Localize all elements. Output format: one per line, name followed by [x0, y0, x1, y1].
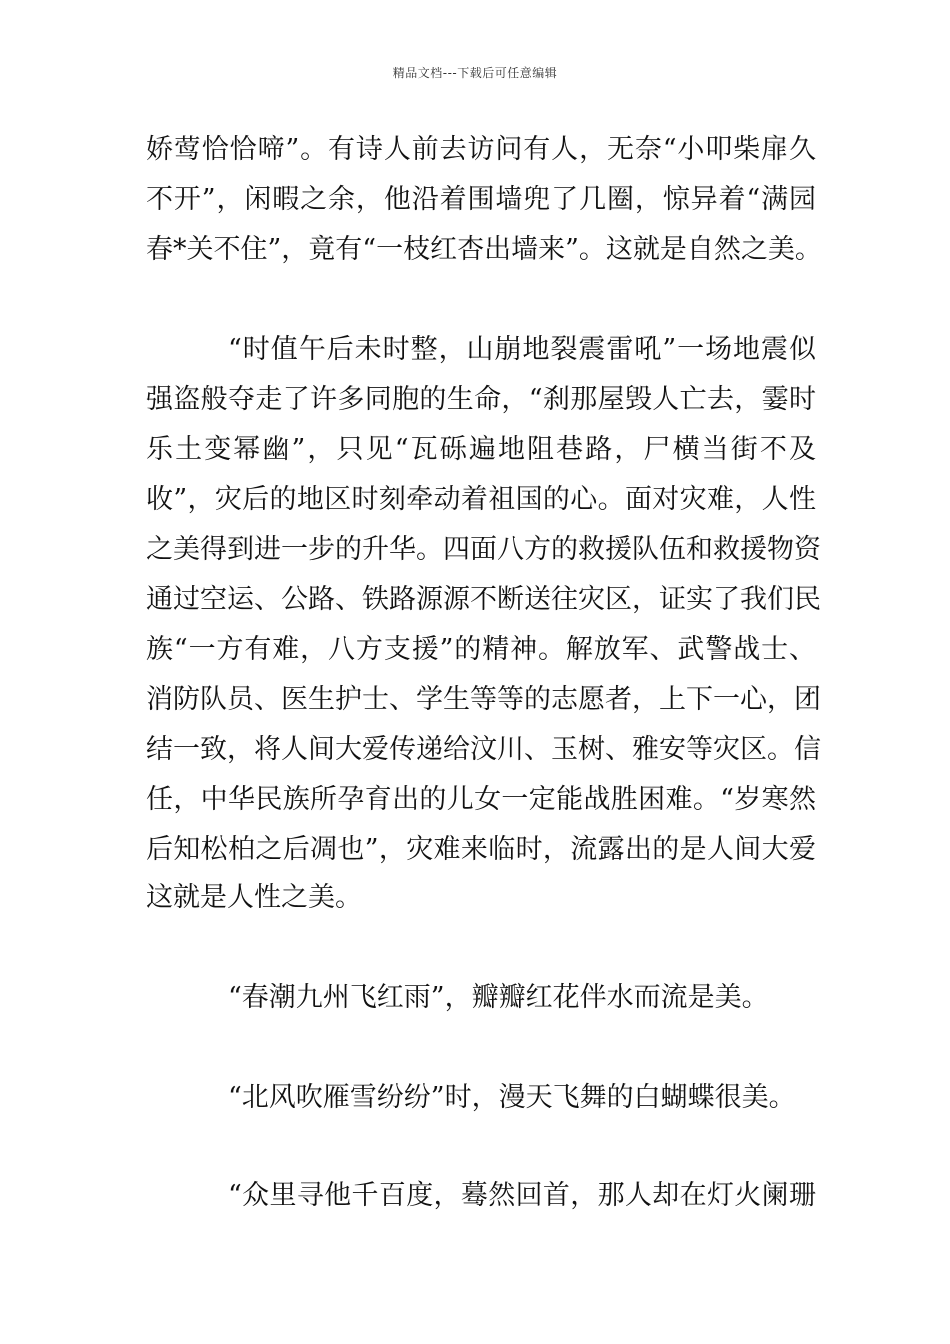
- paragraph-2-line-4: 收”，灾后的地区时刻牵动着祖国的心。面对灾难，人性: [146, 484, 816, 515]
- paragraph-4-line-1: “北风吹雁雪纷纷”时，漫天飞舞的白蝴蝶很美。: [228, 1082, 796, 1113]
- paragraph-1-line-2: 不开”，闲暇之余，他沿着围墙兜了几圈，惊异着“满园: [146, 184, 816, 215]
- paragraph-2-line-5: 之美得到进一步的升华。四面八方的救援队伍和救援物资: [146, 534, 821, 565]
- paragraph-5-line-1: “众里寻他千百度，蓦然回首，那人却在灯火阑珊: [228, 1180, 816, 1211]
- paragraph-2-line-2: 强盗般夺走了许多同胞的生命，“刹那屋毁人亡去，霎时: [146, 384, 816, 415]
- paragraph-1-line-3: 春*关不住”，竟有“一枝红杏出墙来”。这就是自然之美。: [146, 234, 822, 265]
- paragraph-2-line-7: 族“一方有难，八方支援”的精神。解放军、武警战士、: [146, 634, 816, 665]
- paragraph-2-line-1: “时值午后未时整，山崩地裂震雷吼”一场地震似: [228, 334, 816, 365]
- paragraph-2-line-11: 后知松柏之后凋也”，灾难来临时，流露出的是人间大爱: [146, 834, 816, 865]
- paragraph-3-line-1: “春潮九州飞红雨”，瓣瓣红花伴水而流是美。: [228, 982, 769, 1013]
- page-header: 精品文档---下载后可任意编辑: [392, 66, 558, 80]
- paragraph-2-line-12: 这就是人性之美。: [146, 882, 362, 913]
- paragraph-2-line-10: 任，中华民族所孕育出的儿女一定能战胜困难。“岁寒然: [146, 784, 816, 815]
- paragraph-2-line-8: 消防队员、医生护士、学生等等的志愿者，上下一心，团: [146, 684, 821, 715]
- paragraph-2-line-9: 结一致，将人间大爱传递给汶川、玉树、雅安等灾区。信: [146, 734, 821, 765]
- paragraph-2-line-6: 通过空运、公路、铁路源源不断送往灾区，证实了我们民: [146, 584, 821, 615]
- paragraph-1-line-1: 娇莺恰恰啼”。有诗人前去访问有人，无奈“小叩柴扉久: [146, 134, 816, 165]
- paragraph-2-line-3: 乐土变幂幽”，只见“瓦砾遍地阻巷路，尸横当街不及: [146, 434, 816, 465]
